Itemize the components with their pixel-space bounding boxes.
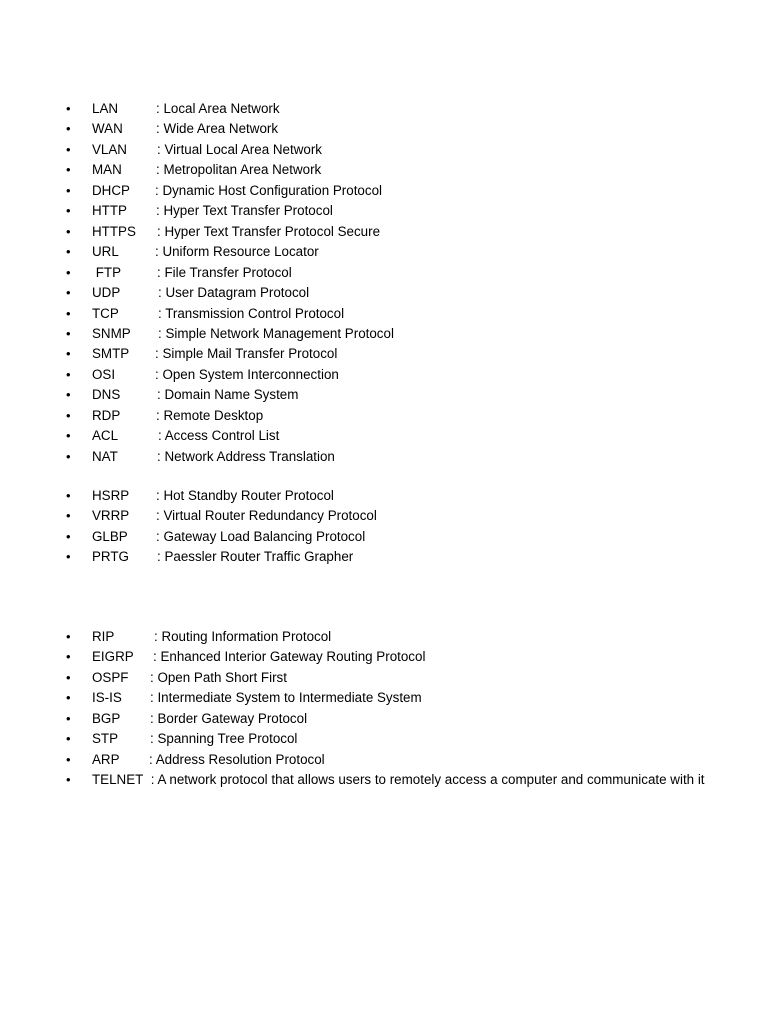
acronym: OSI bbox=[92, 366, 116, 382]
list-item bbox=[64, 263, 714, 283]
bullet-icon: • bbox=[66, 244, 71, 260]
acronym: BGP bbox=[92, 710, 121, 726]
acronym: UDP bbox=[92, 285, 121, 301]
acronym: GLBP bbox=[92, 528, 128, 544]
definition: : Paessler Router Traffic Grapher bbox=[157, 549, 354, 565]
definition: : Enhanced Interior Gateway Routing Protocol bbox=[153, 649, 426, 665]
list-item bbox=[64, 283, 714, 303]
bullet-icon: • bbox=[66, 223, 71, 239]
list-item bbox=[64, 242, 714, 262]
definition: : Network Address Translation bbox=[157, 448, 335, 464]
bullet-icon: • bbox=[66, 528, 71, 544]
bullet-icon: • bbox=[66, 141, 71, 157]
definition: : Open Path Short First bbox=[150, 669, 287, 685]
bullet-icon: • bbox=[66, 690, 71, 706]
list-item bbox=[64, 365, 714, 385]
bullet-icon: • bbox=[66, 325, 71, 341]
list-item bbox=[64, 324, 714, 344]
acronym: HTTPS bbox=[92, 223, 136, 239]
bullet-icon: • bbox=[66, 772, 71, 788]
bullet-icon: • bbox=[66, 264, 71, 280]
definition: : Virtual Router Redundancy Protocol bbox=[156, 508, 377, 524]
definition: : Domain Name System bbox=[157, 387, 299, 403]
bullet-icon: • bbox=[66, 387, 71, 403]
acronym: ARP bbox=[92, 751, 120, 767]
definition: : Virtual Local Area Network bbox=[157, 141, 322, 157]
acronym: LAN bbox=[92, 101, 119, 116]
list-item bbox=[64, 668, 714, 688]
list-item bbox=[64, 688, 714, 708]
acronym: OSPF bbox=[92, 669, 129, 685]
definition: : User Datagram Protocol bbox=[158, 285, 310, 301]
definition: : Routing Information Protocol bbox=[154, 629, 332, 644]
bullet-icon: • bbox=[66, 508, 71, 524]
list-item bbox=[64, 344, 714, 364]
list-item bbox=[64, 385, 714, 405]
acronym: RDP bbox=[92, 407, 121, 423]
list-item bbox=[64, 627, 714, 647]
list-item bbox=[64, 729, 714, 749]
bullet-icon: • bbox=[66, 448, 71, 464]
bullet-icon: • bbox=[66, 203, 71, 219]
acronym: SMTP bbox=[92, 346, 130, 362]
acronym: DNS bbox=[92, 387, 121, 403]
acronym: DHCP bbox=[92, 182, 130, 198]
definition: : Local Area Network bbox=[156, 101, 280, 116]
definition: : File Transfer Protocol bbox=[157, 264, 292, 280]
definition: : Wide Area Network bbox=[156, 121, 279, 137]
bullet-icon: • bbox=[66, 366, 71, 382]
acronym: NAT bbox=[92, 448, 118, 464]
bullet-icon: • bbox=[66, 407, 71, 423]
acronym: FTP bbox=[92, 264, 122, 280]
acronym: EIGRP bbox=[92, 649, 134, 665]
definition: : Simple Mail Transfer Protocol bbox=[155, 346, 338, 362]
bullet-icon: • bbox=[66, 285, 71, 301]
bullet-icon: • bbox=[66, 305, 71, 321]
acronym: WAN bbox=[92, 121, 123, 137]
bullet-icon: • bbox=[66, 162, 71, 178]
definition: : Open System Interconnection bbox=[155, 366, 339, 382]
acronym: URL bbox=[92, 244, 119, 260]
acronym: SNMP bbox=[92, 325, 131, 341]
list-item bbox=[64, 447, 714, 467]
bullet-icon: • bbox=[66, 710, 71, 726]
list-item bbox=[64, 486, 714, 506]
acronym: VLAN bbox=[92, 141, 127, 157]
acronym: PRTG bbox=[92, 549, 129, 565]
list-item bbox=[64, 304, 714, 324]
list-item bbox=[64, 506, 714, 526]
acronym-list-routing bbox=[64, 627, 714, 791]
acronym: MAN bbox=[92, 162, 122, 178]
bullet-icon: • bbox=[66, 669, 71, 685]
bullet-icon: • bbox=[66, 101, 71, 116]
spacer bbox=[143, 772, 150, 787]
list-item bbox=[64, 160, 714, 180]
list-item bbox=[64, 119, 714, 139]
definition: : Transmission Control Protocol bbox=[158, 305, 345, 321]
definition: : Spanning Tree Protocol bbox=[150, 731, 298, 747]
definition: : Hyper Text Transfer Protocol Secure bbox=[157, 223, 381, 239]
bullet-icon: • bbox=[66, 182, 71, 198]
bullet-icon: • bbox=[66, 751, 71, 767]
list-item bbox=[64, 406, 714, 426]
acronym: ACL bbox=[92, 428, 119, 444]
acronym-list-redundancy bbox=[64, 486, 714, 568]
acronym: RIP bbox=[92, 629, 115, 644]
list-item bbox=[64, 222, 714, 242]
list-item bbox=[64, 527, 714, 547]
definition: : Gateway Load Balancing Protocol bbox=[156, 528, 366, 544]
list-item bbox=[64, 426, 714, 446]
acronym: VRRP bbox=[92, 508, 130, 524]
bullet-icon: • bbox=[66, 488, 71, 503]
acronym: TELNET bbox=[92, 772, 144, 788]
list-item bbox=[64, 140, 714, 160]
bullet-icon: • bbox=[66, 549, 71, 565]
definition: : Hot Standby Router Protocol bbox=[156, 488, 334, 503]
list-item bbox=[64, 99, 714, 119]
list-item bbox=[64, 770, 714, 790]
list-item bbox=[64, 547, 714, 567]
bullet-icon: • bbox=[66, 121, 71, 137]
definition: : Access Control List bbox=[158, 428, 280, 444]
definition: : Metropolitan Area Network bbox=[156, 162, 322, 178]
list-item bbox=[64, 709, 714, 729]
definition: : A network protocol that allows users to remotely access a computer and communicate with it bbox=[150, 772, 705, 788]
definition: : Hyper Text Transfer Protocol bbox=[156, 203, 333, 219]
bullet-icon: • bbox=[66, 649, 71, 665]
acronym: HTTP bbox=[92, 203, 127, 219]
definition: : Simple Network Management Protocol bbox=[158, 325, 394, 341]
definition: : Intermediate System to Intermediate System bbox=[150, 690, 422, 706]
bullet-icon: • bbox=[66, 346, 71, 362]
bullet-icon: • bbox=[66, 731, 71, 747]
acronym: IS-IS bbox=[92, 690, 122, 706]
definition: : Address Resolution Protocol bbox=[149, 751, 325, 767]
list-item bbox=[64, 647, 714, 667]
bullet-icon: • bbox=[66, 629, 71, 644]
acronym: STP bbox=[92, 731, 119, 747]
definition: : Remote Desktop bbox=[156, 407, 264, 423]
bullet-icon: • bbox=[66, 428, 71, 444]
definition: : Dynamic Host Configuration Protocol bbox=[155, 182, 382, 198]
list-item bbox=[64, 181, 714, 201]
acronym-list-networking bbox=[64, 99, 714, 467]
acronym: TCP bbox=[92, 305, 119, 321]
definition: : Uniform Resource Locator bbox=[155, 244, 319, 260]
definition: : Border Gateway Protocol bbox=[150, 710, 308, 726]
list-item bbox=[64, 201, 714, 221]
acronym: HSRP bbox=[92, 488, 130, 503]
list-item bbox=[64, 750, 714, 770]
